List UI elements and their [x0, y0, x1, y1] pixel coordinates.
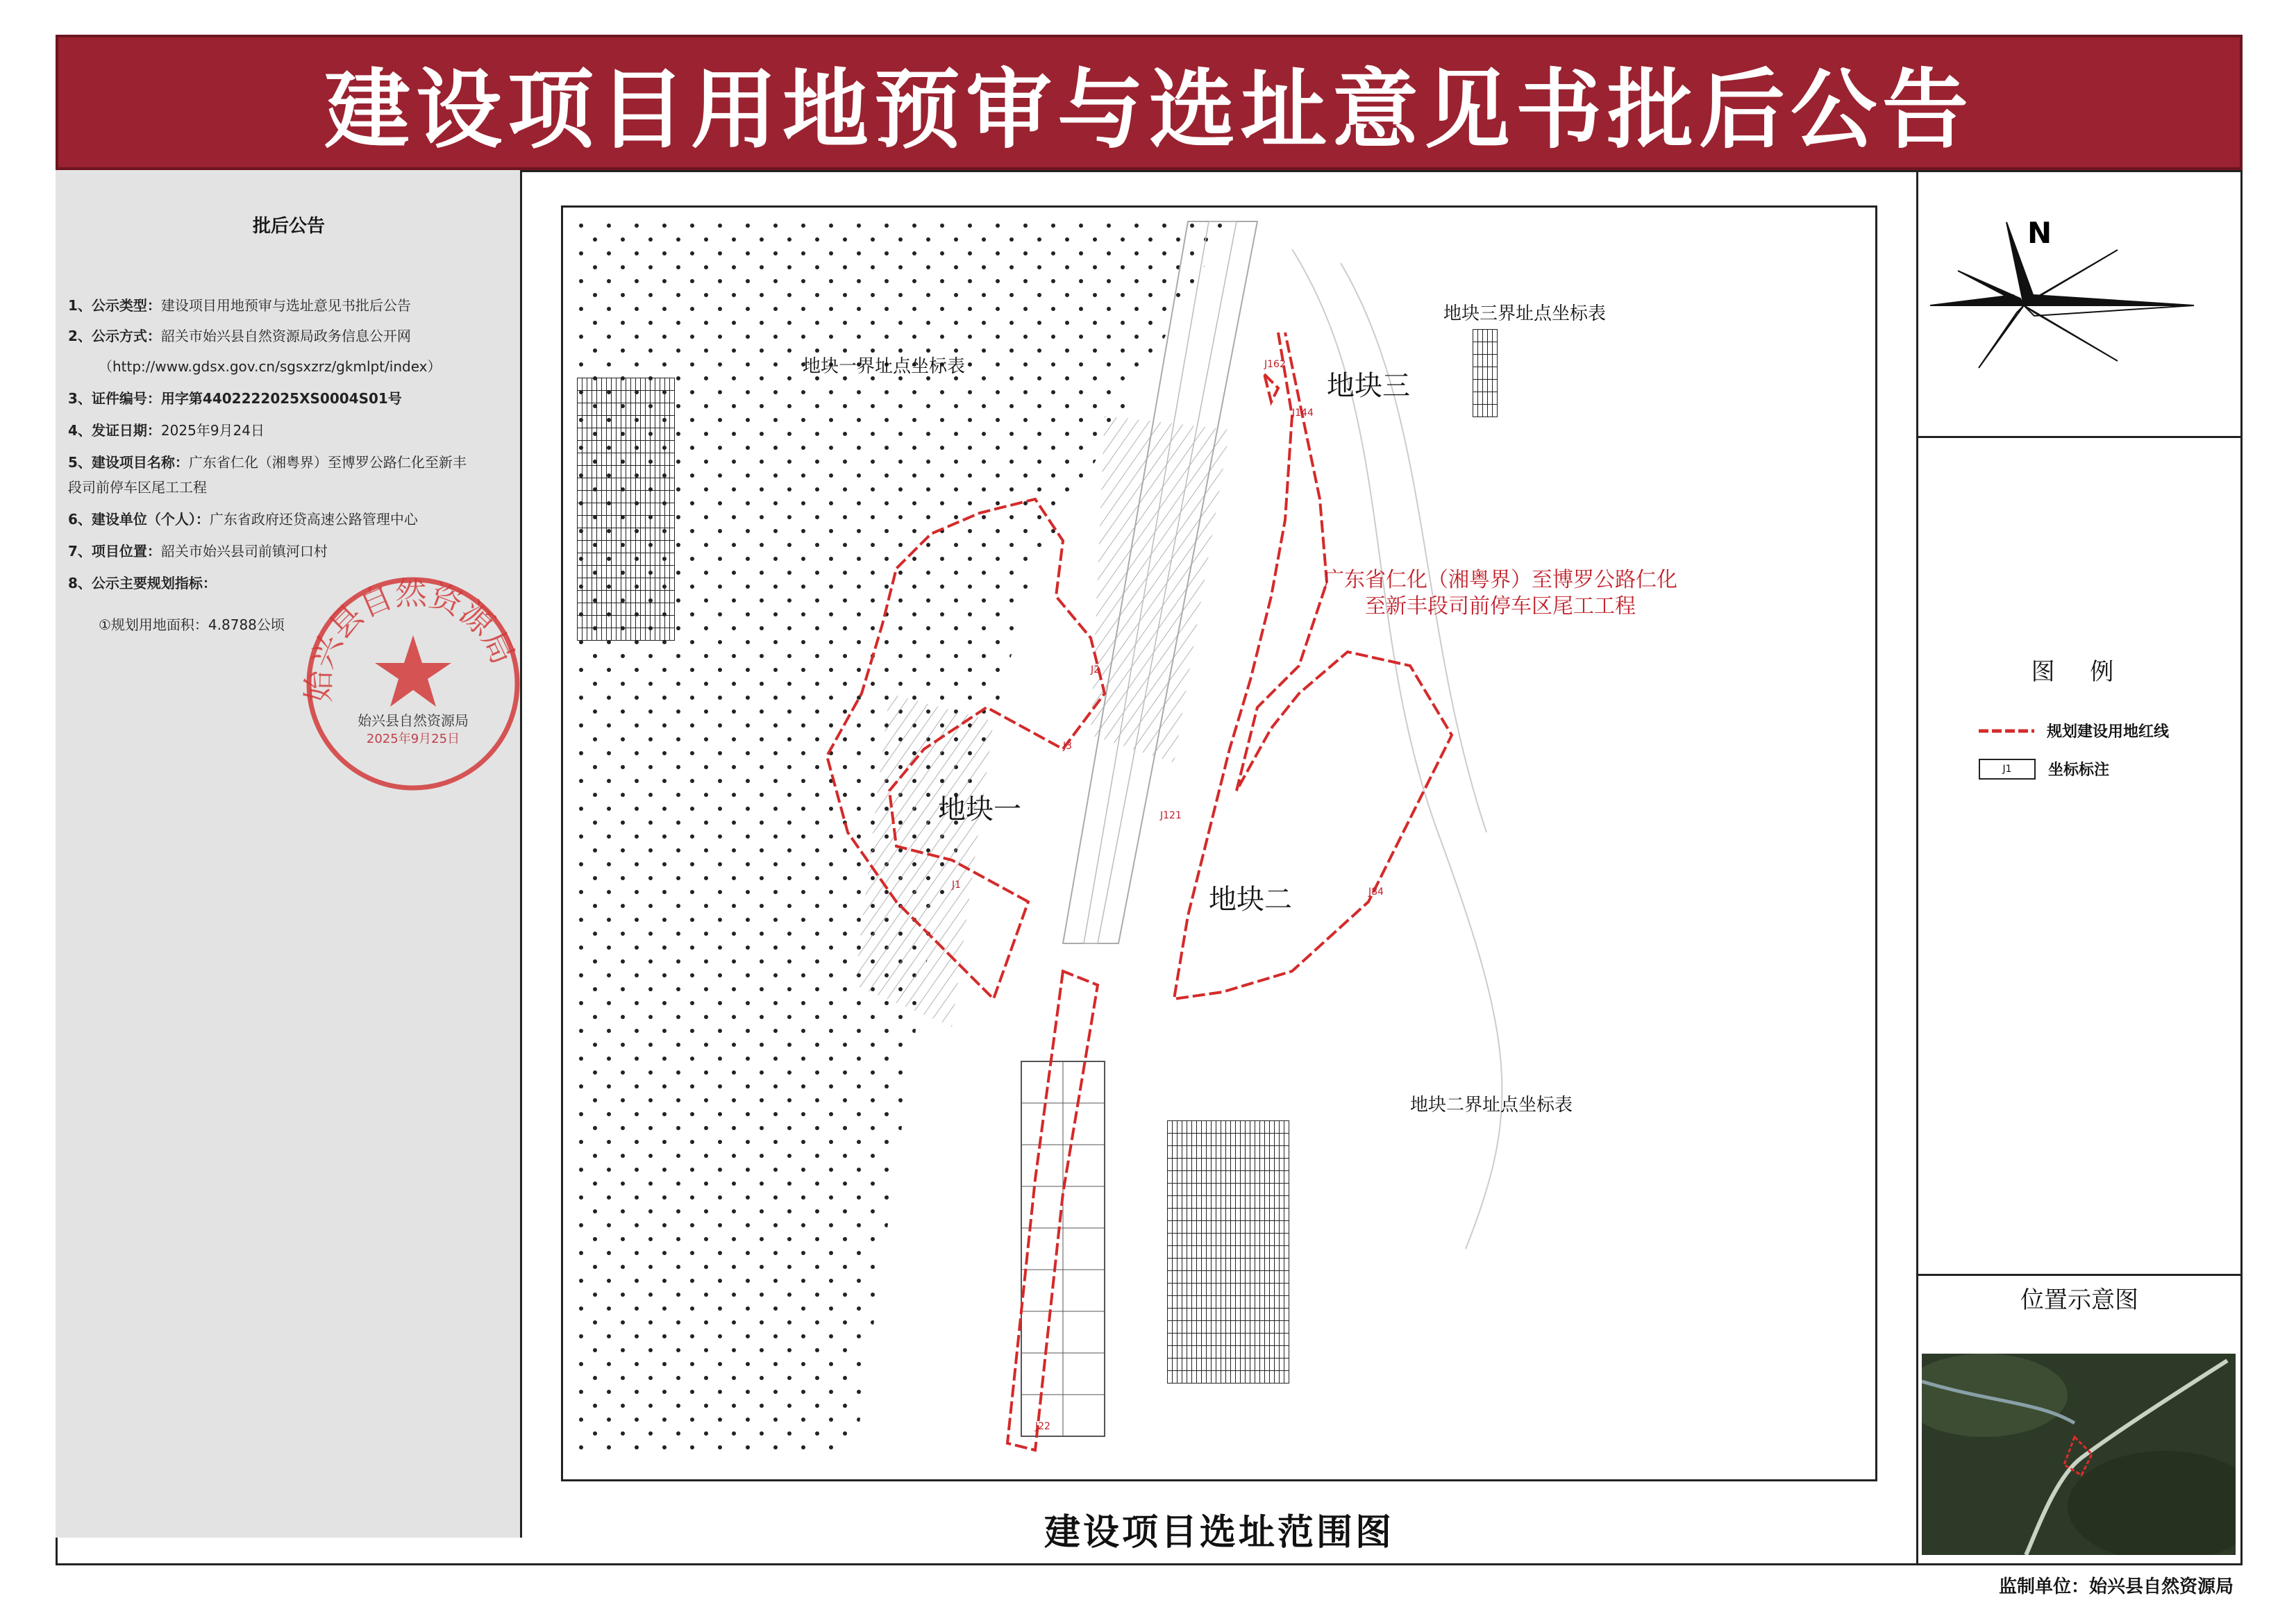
- north-label: N: [2027, 216, 2052, 250]
- bridge-grid: [1021, 1061, 1105, 1436]
- svg-text:J1: J1: [952, 880, 962, 891]
- legend-item-label: J1 坐标标注: [1979, 758, 2109, 780]
- notice-item: 5、建设项目名称：广东省仁化（湘粤界）至博罗公路仁化至新丰: [68, 454, 467, 471]
- slope-area: [1091, 416, 1230, 763]
- footer-credit: 监制单位：始兴县自然资源局: [1998, 1576, 2234, 1597]
- seal-org-text: 始兴县自然资源局: [299, 574, 523, 703]
- location-satellite-map: [1922, 1354, 2236, 1555]
- coordinate-grid: [577, 378, 675, 641]
- parcel-label-2: 地块二: [1209, 884, 1292, 916]
- svg-text:J84: J84: [1368, 886, 1384, 898]
- notice-item: 2、公示方式：韶关市始兴县自然资源局政务信息公开网: [68, 328, 411, 344]
- table1-title: 地块一界址点坐标表: [803, 356, 966, 377]
- notice-item: ①规划用地面积：4.8788公顷: [99, 616, 285, 633]
- notice-title: 批后公告: [252, 216, 325, 237]
- location-title: 位置示意图: [2020, 1286, 2138, 1314]
- official-seal: [299, 569, 528, 798]
- notice-panel: [56, 170, 522, 1538]
- notice-item: 1、公示类型：建设项目用地预审与选址意见书批后公告: [68, 297, 411, 314]
- star-icon: [375, 635, 451, 707]
- parcel-label-3: 地块三: [1327, 370, 1410, 402]
- notice-item: 8、公示主要规划指标：: [68, 575, 217, 591]
- notice-item: 3、证件编号：用字第4402222025XS0004S01号: [68, 390, 402, 407]
- parcel-label-1: 地块一: [938, 793, 1021, 825]
- seal-date: 2025年9月25日: [366, 732, 460, 746]
- legend-title: 图 例: [2031, 658, 2128, 686]
- table2-title: 地块二界址点坐标表: [1410, 1095, 1573, 1116]
- svg-text:J3: J3: [1063, 741, 1073, 752]
- coordinate-grid: [1473, 329, 1498, 417]
- svg-text:J162: J162: [1264, 359, 1286, 370]
- svg-text:J22: J22: [1035, 1421, 1050, 1432]
- north-arrow-icon: [1930, 208, 2229, 389]
- legend-item-redline: 规划建设用地红线: [2047, 723, 2170, 741]
- notice-item: 7、项目位置：韶关市始兴县司前镇河口村: [68, 543, 328, 560]
- banner: [56, 35, 2243, 170]
- notice-item: 6、建设单位（个人）：广东省政府还贷高速公路管理中心: [68, 511, 418, 528]
- notice-item: （http://www.gdsx.gov.cn/sgsxzrz/gkmlpt/index）: [99, 358, 442, 375]
- notice-item: 段司前停车区尾工工程: [68, 479, 207, 496]
- notice-item: 4、发证日期：2025年9月24日: [68, 422, 265, 439]
- seal-org-caption: 始兴县自然资源局: [358, 712, 469, 729]
- banner-title: 建设项目用地预审与选址意见书批后公告: [324, 60, 1974, 160]
- divider: [1916, 436, 2243, 438]
- site-map: [561, 205, 1877, 1481]
- project-title: 广东省仁化（湘粤界）至博罗公路仁化 至新丰段司前停车区尾工工程: [1323, 568, 1677, 619]
- svg-text:J2: J2: [1091, 664, 1100, 675]
- divider: [1916, 1274, 2243, 1276]
- coordinate-grid: [1167, 1120, 1289, 1384]
- table3-title: 地块三界址点坐标表: [1443, 303, 1607, 324]
- svg-text:J144: J144: [1292, 407, 1314, 419]
- svg-text:J121: J121: [1160, 810, 1182, 821]
- map-caption: 建设项目选址范围图: [1044, 1512, 1394, 1554]
